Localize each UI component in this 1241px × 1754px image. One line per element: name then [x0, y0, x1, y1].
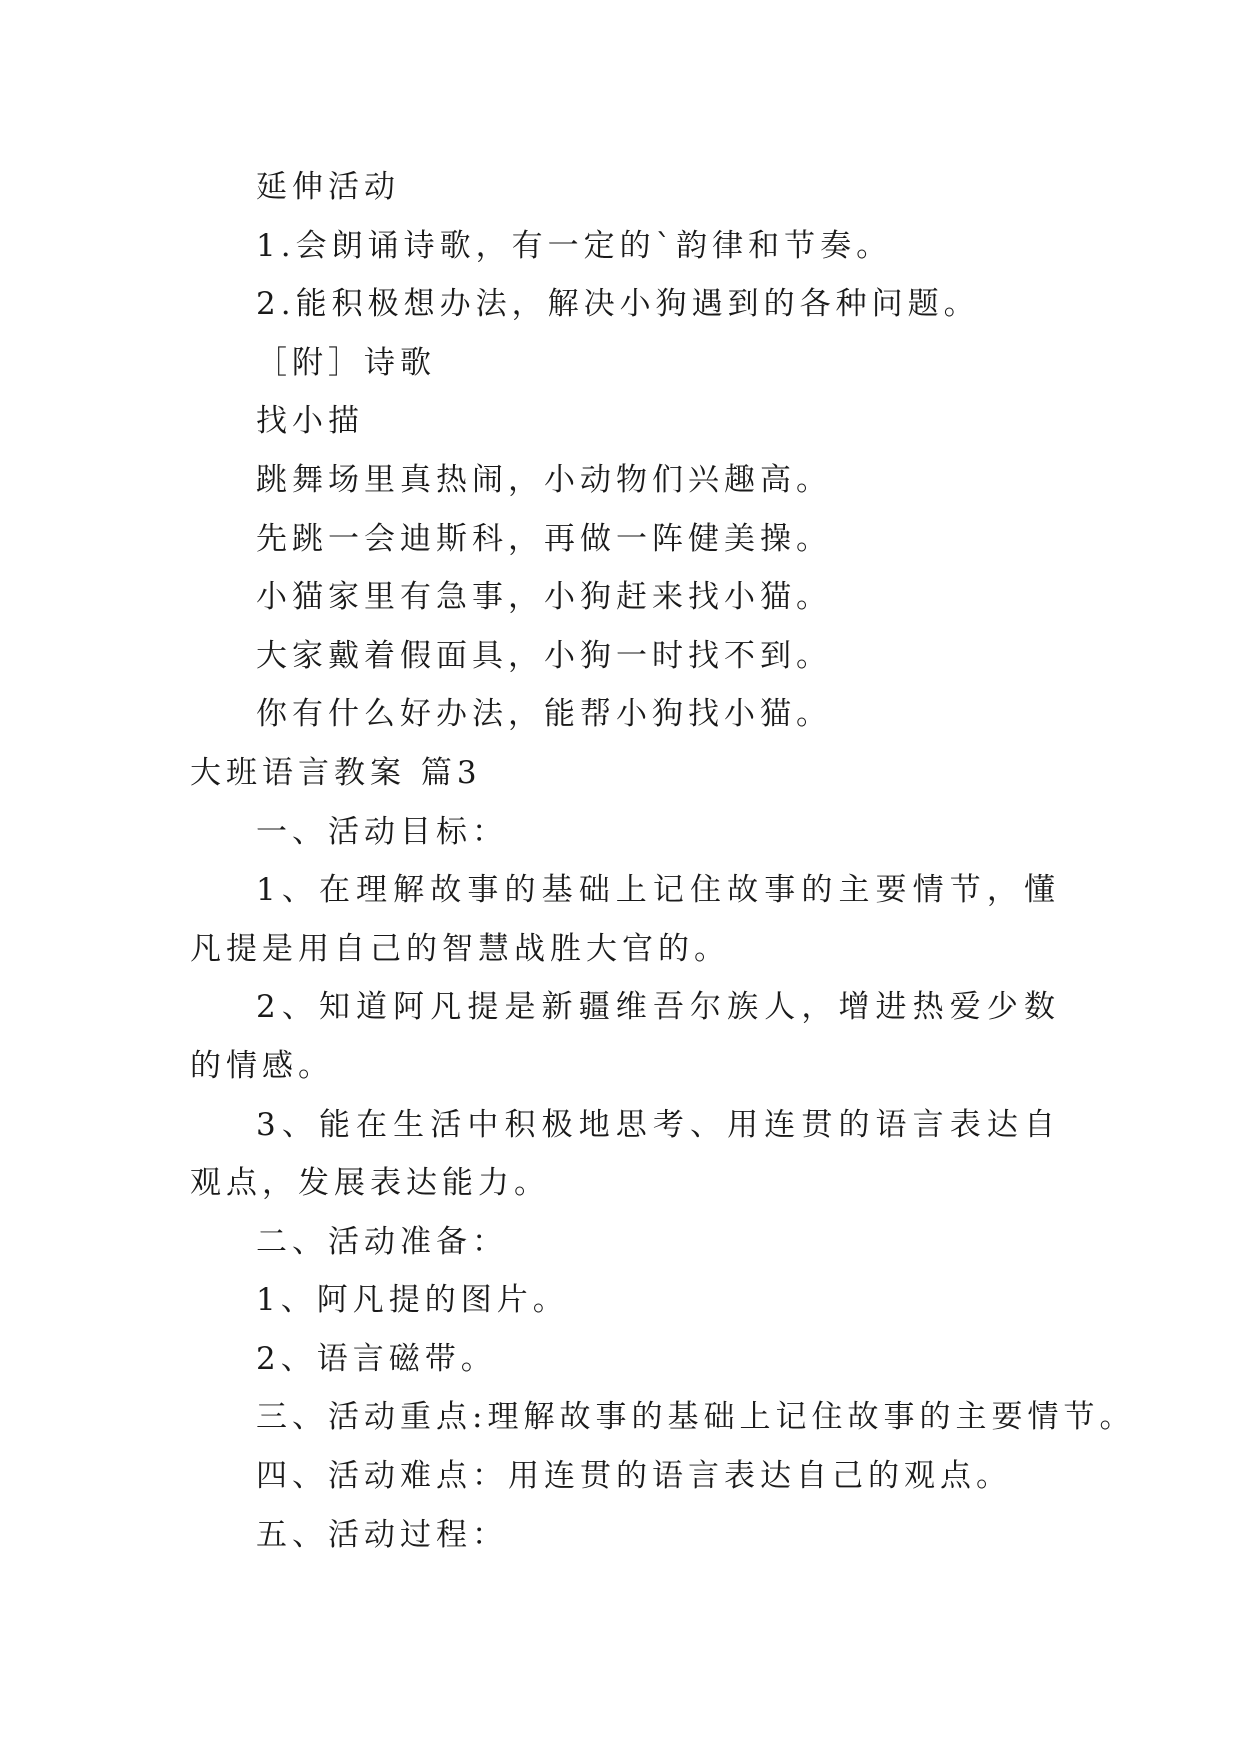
- section-heading: 二、活动准备：: [256, 1223, 508, 1260]
- paragraph-line: 2、知道阿凡提是新疆维吾尔族人，增进热爱少数: [256, 989, 1060, 1026]
- paragraph-line: 的情感。: [190, 1047, 334, 1084]
- poem-line: 先跳一会迪斯科，再做一阵健美操。: [256, 520, 832, 557]
- chapter-title: 大班语言教案 篇3: [190, 754, 482, 791]
- list-item: 1.会朗诵诗歌，有一定的`韵律和节奏。: [256, 227, 893, 264]
- paragraph-line: 观点，发展表达能力。: [190, 1165, 550, 1202]
- poem-line: 小猫家里有急事，小狗赶来找小猫。: [256, 579, 832, 616]
- poem-title: 找小描: [256, 403, 364, 440]
- list-item: 1、阿凡提的图片。: [256, 1282, 569, 1319]
- section-heading: 一、活动目标：: [256, 813, 508, 850]
- appendix-label: ［附］诗歌: [256, 344, 436, 381]
- list-item: 2、语言磁带。: [256, 1340, 497, 1377]
- section-heading: 五、活动过程：: [256, 1516, 508, 1553]
- section-heading: 四、活动难点：用连贯的语言表达自己的观点。: [256, 1458, 1012, 1495]
- paragraph-line: 凡提是用自己的智慧战胜大官的。: [190, 930, 730, 967]
- section-heading-extension: 延伸活动: [256, 169, 400, 205]
- poem-line: 你有什么好办法，能帮小狗找小猫。: [256, 696, 832, 733]
- paragraph-line: 1、在理解故事的基础上记住故事的主要情节，懂: [256, 872, 1060, 909]
- list-item: 2.能积极想办法，解决小狗遇到的各种问题。: [256, 286, 980, 323]
- poem-line: 大家戴着假面具，小狗一时找不到。: [256, 637, 832, 674]
- paragraph-line: 3、能在生活中积极地思考、用连贯的语言表达自: [256, 1106, 1060, 1143]
- document-page: [190, 158, 1136, 1564]
- section-heading: 三、活动重点:理解故事的基础上记住故事的主要情节。: [256, 1399, 1136, 1436]
- poem-line: 跳舞场里真热闹，小动物们兴趣高。: [256, 461, 832, 498]
